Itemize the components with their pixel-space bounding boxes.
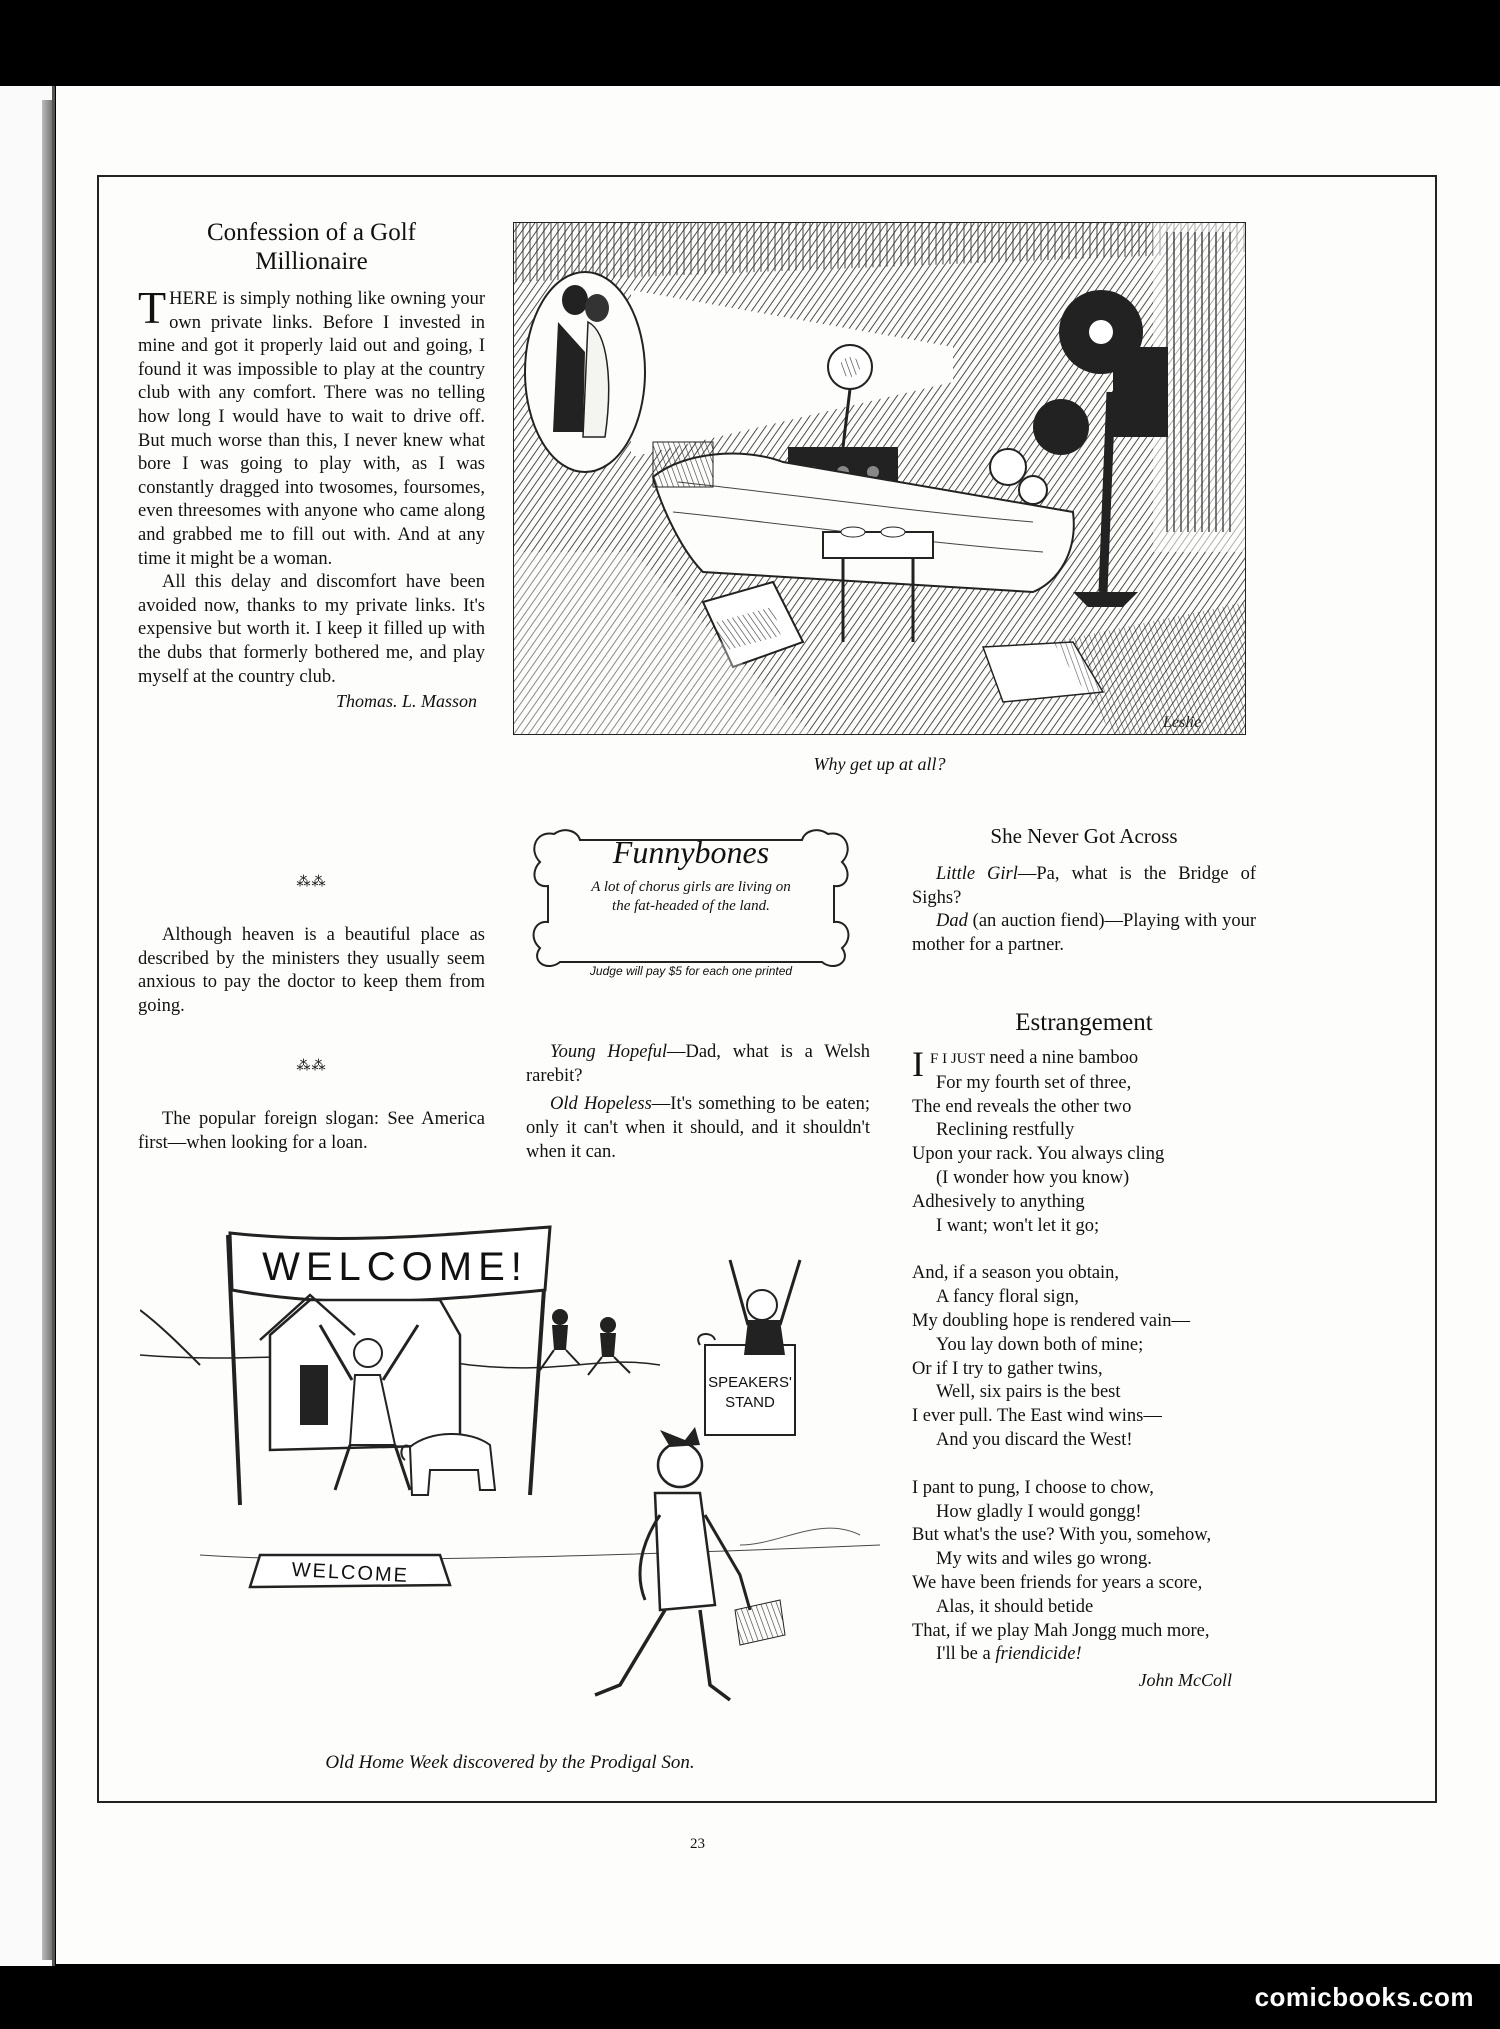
poem-line: (I wonder how you know) (936, 1167, 1130, 1188)
dialogue-line (526, 1092, 870, 1164)
poem-line: I pant to pung, I choose to chow, (912, 1477, 1154, 1498)
funnybones-joke-line: A lot of chorus girls are living on (591, 879, 791, 895)
speaker-name: Little Girl (936, 864, 1018, 884)
poem-line: Alas, it should betide (936, 1596, 1094, 1617)
welcome-drawing (140, 1215, 880, 1735)
funnybones-joke-line: the fat-headed of the land. (612, 898, 770, 914)
joke-text: The popular foreign slogan: See America first—when looking for a loan. (138, 1109, 485, 1153)
poem-line: We have been friends for years a score, (912, 1572, 1203, 1593)
dialogue-line (912, 863, 1256, 910)
article-paragraph: All this delay and discomfort have been avoided now, thanks to my private links. It's expensive but worth it. I keep it filled up with the dubs that formerly bothered me, and play myself at the country club. (138, 572, 485, 687)
ornament-separator: ⁂⁂ (296, 1059, 327, 1074)
funnybones-box (526, 822, 856, 978)
joke-title: She Never Got Across (990, 824, 1178, 848)
dialogue-text: (an auction fiend)—Playing with your mother for a partner. (912, 911, 1256, 955)
poem-title: Estrangement (1015, 1009, 1153, 1036)
sign-text: STAND (725, 1394, 775, 1411)
poem-line: You lay down both of mine; (936, 1334, 1144, 1355)
dialogue-line (526, 1040, 870, 1088)
estrangement-poem (912, 1008, 1256, 1693)
poem-line: The end reveals the other two (912, 1096, 1132, 1117)
ornament-separator: ⁂⁂ (296, 875, 327, 890)
funnybones-footer: Judge will pay $5 for each one printed (589, 964, 793, 978)
paragraph-text: is simply nothing like owning your own private links. Before I invested in mine and got it properly laid out and going, I found it was impossible to play at the country club with any comfort. There was no telling how long I would have to wait to drive off. But much worse than this, I never knew what bore I was going to play with, as I was constantly dragged into twosomes, foursomes, even threesomes with anyone who came along and grabbed me to fill out with. And at any time it might be a woman. (138, 289, 485, 569)
dancing-figures (540, 1309, 630, 1375)
article-paragraph (138, 282, 485, 571)
funnybones-title: Funnybones (612, 834, 770, 870)
scan-frame-top (0, 0, 1500, 86)
lead-in: F I JUST (930, 1051, 986, 1067)
slogan-joke (138, 1108, 485, 1155)
speaker-name: Dad (936, 911, 968, 932)
drop-cap: I (912, 1044, 924, 1084)
poem-line: How gladly I would gongg! (936, 1501, 1142, 1522)
sign-text: SPEAKERS' (708, 1374, 792, 1391)
dialogue-text: —It's something to be eaten; only it can't when it should, and it shouldn't when it can. (526, 1094, 870, 1162)
dialogue-line (912, 910, 1256, 957)
poem-line: Reclining restfully (936, 1120, 1075, 1141)
poem-line: I want; won't let it go; (936, 1215, 1100, 1236)
poem-final-word: friendicide! (995, 1644, 1082, 1665)
artist-signature: Leslie (1163, 714, 1202, 731)
poem-line: Upon your rack. You always cling (912, 1144, 1165, 1165)
cartoon-caption: Why get up at all? (813, 754, 946, 774)
cartoon-prodigal-son-illustration (140, 1215, 880, 1735)
poem-line: For my fourth set of three, (936, 1072, 1132, 1093)
dialogue-text: —Dad, what is a Welsh rarebit? (526, 1042, 871, 1086)
joke-text: Although heaven is a beautiful place as described by the ministers they usually seem anxious to pay the doctor to keep them from going. (138, 925, 485, 1016)
dialogue-text: —Pa, what is the Bridge of Sighs? (912, 864, 1256, 908)
speaker-name: Young Hopeful (550, 1042, 667, 1062)
drop-cap: T (138, 282, 167, 333)
cartoon-bedroom-illustration (513, 222, 1246, 735)
poem-line: My wits and wiles go wrong. (936, 1549, 1152, 1570)
poem-line: My doubling hope is rendered vain— (912, 1310, 1190, 1331)
author-signature: Thomas. L. Masson (335, 691, 477, 712)
page-number: 23 (690, 1836, 705, 1852)
golf-article (138, 218, 485, 712)
banner-text: WELCOME! (262, 1245, 528, 1289)
poem-line-text: I'll be a (936, 1644, 996, 1665)
poem-line: need a nine bamboo (985, 1048, 1139, 1068)
watermark: comicbooks.com (1254, 1982, 1474, 2012)
poem-body (912, 1044, 1256, 1693)
poem-line: But what's the use? With you, somehow, (912, 1525, 1212, 1546)
heaven-joke (138, 924, 485, 1018)
author-signature: John McColl (1138, 1670, 1232, 1691)
speaker-name: Old Hopeless (550, 1094, 652, 1114)
poem-line: And, if a season you obtain, (912, 1263, 1120, 1284)
page-gutter-shadow (42, 100, 52, 1960)
cartoon-caption: Old Home Week discovered by the Prodigal Son. (325, 1752, 695, 1773)
article-title: Confession of a Golf Millionaire (207, 219, 416, 275)
mat-text: WELCOME (291, 1558, 410, 1588)
poem-line: Adhesively to anything (912, 1191, 1085, 1212)
rarebit-joke (526, 1040, 870, 1164)
bedroom-drawing (513, 222, 1246, 735)
poem-line: I ever pull. The East wind wins— (912, 1406, 1162, 1427)
never-got-across-joke (912, 822, 1256, 957)
poem-line: A fancy floral sign, (936, 1287, 1079, 1308)
poem-line (912, 1643, 1256, 1667)
poem-line: Well, six pairs is the best (936, 1382, 1121, 1403)
poem-line: Or if I try to gather twins, (912, 1358, 1103, 1379)
poem-line: And you discard the West! (936, 1429, 1133, 1450)
poem-line: That, if we play Mah Jongg much more, (912, 1620, 1210, 1641)
lead-in: HERE (169, 289, 218, 309)
